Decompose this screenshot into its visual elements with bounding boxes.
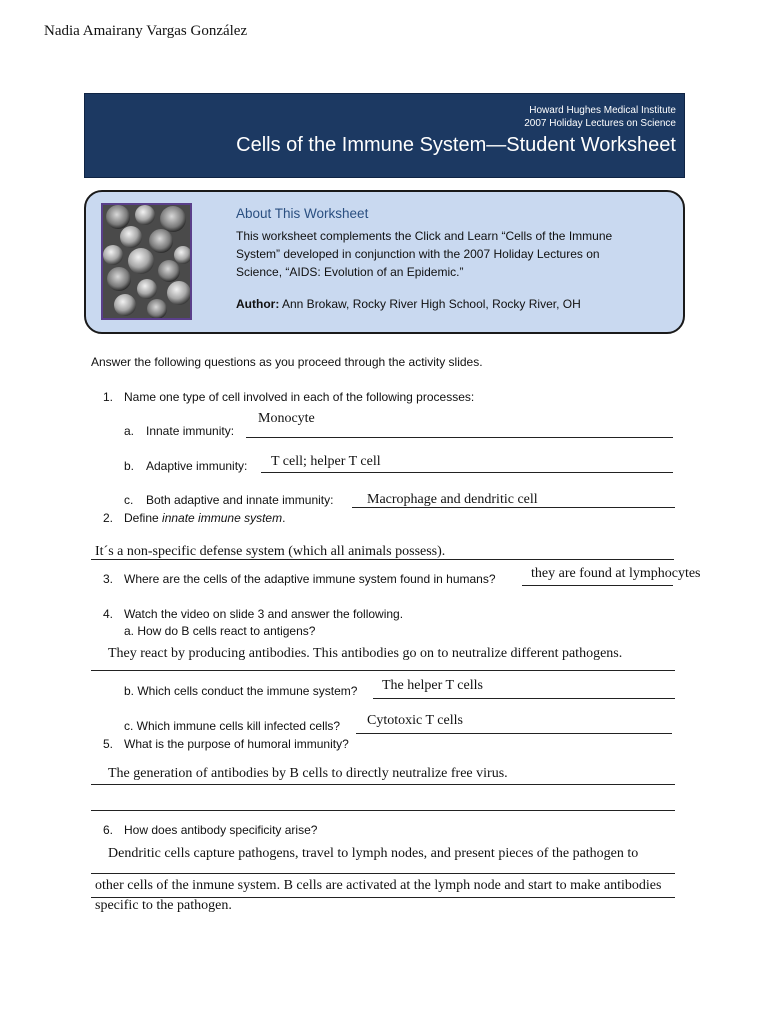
q4c-text: c. Which immune cells kill infected cells? bbox=[124, 719, 341, 733]
q5-number: 5. bbox=[103, 737, 114, 751]
student-name: Nadia Amairany Vargas González bbox=[44, 23, 248, 39]
immune-cells-micrograph bbox=[101, 203, 192, 320]
q3-answer-line bbox=[522, 585, 673, 586]
q5-answer-line-2 bbox=[91, 810, 675, 811]
about-line: System” developed in conjunction with the 2007 Holiday Lectures on bbox=[236, 247, 600, 261]
event-name: 2007 Holiday Lectures on Science bbox=[524, 118, 676, 129]
about-description bbox=[236, 227, 656, 281]
author-value: Ann Brokaw, Rocky River High School, Rocky River, OH bbox=[279, 297, 581, 311]
q4a-answer-line bbox=[91, 670, 675, 671]
q4a-answer[interactable]: They react by producing antibodies. This antibodies go on to neutralize different pathogens. bbox=[108, 646, 623, 661]
about-line: Science, “AIDS: Evolution of an Epidemic.” bbox=[236, 265, 464, 279]
q3-text: Where are the cells of the adaptive immune system found in humans? bbox=[124, 572, 496, 586]
q2-answer[interactable]: It´s a non-specific defense system (which all animals possess). bbox=[95, 544, 446, 559]
q5-answer[interactable]: The generation of antibodies by B cells to directly neutralize free virus. bbox=[108, 766, 508, 781]
q6-answer-line-1-text[interactable]: Dendritic cells capture pathogens, travel to lymph nodes, and present pieces of the pathogen to bbox=[108, 846, 639, 861]
q6-answer-line-1 bbox=[91, 873, 675, 874]
instructions: Answer the following questions as you proceed through the activity slides. bbox=[91, 355, 483, 369]
q4-text: Watch the video on slide 3 and answer the following. bbox=[124, 607, 404, 621]
worksheet-banner bbox=[84, 93, 685, 178]
worksheet-title: Cells of the Immune System—Student Worksheet bbox=[236, 134, 676, 156]
q4c-answer-line bbox=[356, 733, 672, 734]
q1a-answer[interactable]: Monocyte bbox=[258, 411, 315, 426]
q1a-text: Innate immunity: bbox=[146, 424, 235, 438]
q1b-label: b. bbox=[124, 459, 135, 473]
author-line bbox=[236, 297, 581, 311]
q1a-label: a. bbox=[124, 424, 135, 438]
q2-text: Define innate immune system. bbox=[124, 511, 286, 525]
micrograph-image bbox=[103, 205, 190, 318]
q1b-answer[interactable]: T cell; helper T cell bbox=[271, 454, 381, 469]
q6-number: 6. bbox=[103, 823, 114, 837]
about-line: This worksheet complements the Click and Learn “Cells of the Immune bbox=[236, 229, 613, 243]
q4b-text: b. Which cells conduct the immune system? bbox=[124, 684, 358, 698]
q1c-label: c. bbox=[124, 493, 134, 507]
about-heading: About This Worksheet bbox=[236, 206, 369, 221]
q2-number: 2. bbox=[103, 511, 114, 525]
q1c-text: Both adaptive and innate immunity: bbox=[146, 493, 334, 507]
q4c-answer[interactable]: Cytotoxic T cells bbox=[367, 713, 463, 728]
q5-answer-line-1 bbox=[91, 784, 675, 785]
q1c-answer-line bbox=[352, 507, 675, 508]
q1c-answer[interactable]: Macrophage and dendritic cell bbox=[367, 492, 538, 507]
q4a-text: a. How do B cells react to antigens? bbox=[124, 624, 316, 638]
q2-answer-line bbox=[91, 559, 674, 560]
q1a-answer-line bbox=[246, 437, 673, 438]
q6-answer-line-3-text[interactable]: specific to the pathogen. bbox=[95, 898, 232, 913]
q1-text: Name one type of cell involved in each of the following processes: bbox=[124, 390, 475, 404]
q6-text: How does antibody specificity arise? bbox=[124, 823, 318, 837]
institute-name: Howard Hughes Medical Institute bbox=[529, 105, 676, 116]
q4-number: 4. bbox=[103, 607, 114, 621]
q5-text: What is the purpose of humoral immunity? bbox=[124, 737, 349, 751]
q4b-answer-line bbox=[373, 698, 675, 699]
q1b-text: Adaptive immunity: bbox=[146, 459, 248, 473]
author-label: Author: bbox=[236, 297, 280, 311]
q1b-answer-line bbox=[261, 472, 673, 473]
q6-answer-line-2-text[interactable]: other cells of the inmune system. B cells are activated at the lymph node and start to make antibodies bbox=[95, 878, 662, 893]
q3-number: 3. bbox=[103, 572, 114, 586]
q4b-answer[interactable]: The helper T cells bbox=[382, 678, 483, 693]
q1-number: 1. bbox=[103, 390, 114, 404]
q3-answer[interactable]: they are found at lymphocytes bbox=[531, 566, 701, 581]
